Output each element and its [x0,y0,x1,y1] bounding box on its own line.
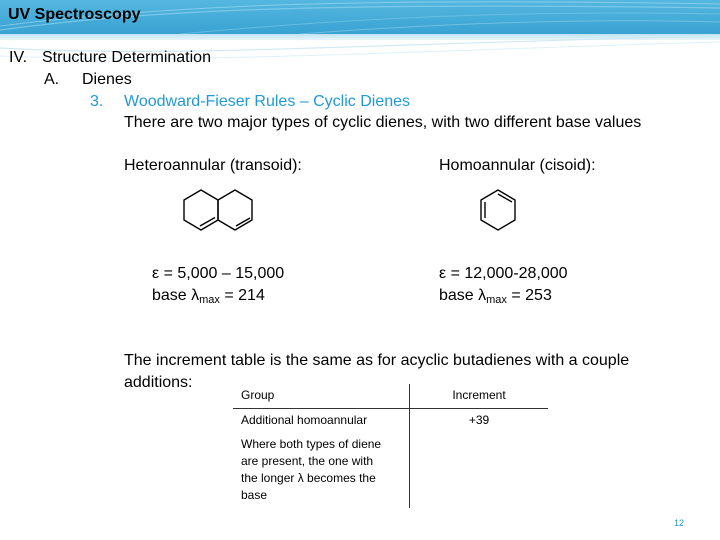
row1-group: Additional homoannular [233,409,410,434]
row2-group-line-c-pre: the longer [241,471,298,485]
row2-increment [410,433,549,508]
header-group: Group [233,384,410,409]
epsilon-symbol: ε [152,265,160,282]
table-header-row [233,384,548,409]
heteroannular-diene-structure [168,182,268,242]
hetero-base-line [152,287,265,306]
outline-level1-number: IV. [9,49,28,66]
increment-table [233,384,548,508]
homo-base-line [439,287,552,306]
table-row [233,409,548,434]
lambda-symbol: λ [191,287,200,304]
hetero-epsilon-line [152,265,284,283]
row2-group-line-d: base [241,488,268,502]
outline-level3-number: 3. [90,93,104,110]
outline-level3-text: Woodward-Fieser Rules – Cyclic Dienes [124,93,411,110]
row2-group [233,433,410,508]
base-label: base [439,287,479,304]
lambda-subscript: max [486,294,507,306]
lambda-subscript: max [199,294,220,306]
header-increment: Increment [410,384,549,409]
base-label: base [152,287,192,304]
heteroannular-heading: Heteroannular (transoid): [124,157,302,174]
homo-epsilon-value: = 12,000-28,000 [446,265,568,282]
hetero-base-value: = 214 [219,287,265,304]
increment-note-line1: The increment table is the same as for acyclic butadienes with a couple [124,352,630,369]
table-row [233,433,548,508]
intro-text: There are two major types of cyclic dienes, with two different base values [124,114,642,131]
row2-group-line-c-post: becomes the [303,471,376,485]
homo-epsilon-line [439,265,568,283]
epsilon-symbol: ε [439,265,447,282]
page-number: 12 [674,518,685,528]
homoannular-diene-structure [468,182,528,242]
increment-note-line2: additions: [124,374,193,391]
row2-group-line-a: Where both types of diene [241,437,382,451]
row2-group-line-b: are present, the one with [241,454,374,468]
outline-level2-text: Dienes [82,71,132,88]
lambda-symbol: λ [478,287,487,304]
hetero-epsilon-value: = 5,000 – 15,000 [159,265,285,282]
slide-header [0,0,720,34]
homoannular-heading: Homoannular (cisoid): [439,157,596,174]
outline-level1-text: Structure Determination [42,49,211,66]
homo-base-value: = 253 [506,287,552,304]
lambda-symbol: λ [297,471,304,485]
row1-increment: +39 [468,413,490,427]
outline-level2-number: A. [44,71,60,88]
slide-title: UV Spectroscopy [8,6,141,23]
